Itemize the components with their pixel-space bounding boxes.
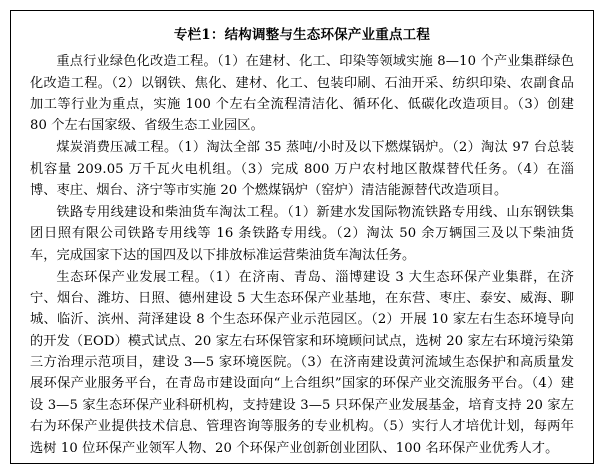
paragraph-1: 重点行业绿色化改造工程。（1）在建材、化工、印染等领域实施 8—10 个产业集群绿色化改造工程。（2）以钢铁、焦化、建材、化工、包装印刷、石油开采、纺织印染、农副食品加工等行业为重点，实施 100 个左右全流程清洁化、循环化、低碳化改造项目。（3）创建 80 个左右国家级、省级生态工业园区。: [30, 54, 574, 134]
paragraph-4: 生态环保产业发展工程。（1）在济南、青岛、淄博建设 3 大生态环保产业集群，在济宁、烟台、潍坊、日照、德州建设 5 大生态环保产业基地，在东营、枣庄、泰安、威海、聊城、临沂、滨州、菏泽建设 8 个生态环保产业示范园区。（2）开展 10 家左右生态环境导向的开发（EOD）模式试点、20 家左右环保管家和环境顾问试点，选树 20 家左右环境污染第三方治理示范项目，建设 3—5 家环境医院。（3）在济南建设黄河流域生态保护和高质量发展环保产业服务平台，在青岛市建设面向“上合组织”国家的环保产业交流服务平台。（4）建设 3—5 家生态环保产业科研机构，支持建设 3—5 只环保产业发展基金，培育支持 20 家左右为环保产业提供技术信息、管理咨询等服务的专业机构。（5）实行人才培优计划，每两年选树 10 位环保产业领军人物、20 个环保产业创新创业团队、100 名环保产业优秀人才。: [30, 269, 574, 456]
document-body: [16, 14, 588, 465]
page-title: 专栏1：结构调整与生态环保产业重点工程: [173, 27, 431, 43]
paragraph-3: 铁路专用线建设和柴油货车淘汰工程。（1）新建水发国际物流铁路专用线、山东钢铁集团日照有限公司铁路专用线等 16 条铁路专用线。（2）淘汰 50 余万辆国三及以下柴油货车，完成国家下达的国四及以下排放标准运营柴油货车淘汰任务。: [30, 204, 574, 263]
paragraph-2: 煤炭消费压减工程。（1）淘汰全部 35 蒸吨/小时及以下燃煤锅炉。（2）淘汰 97 台总装机容量 209.05 万千瓦火电机组。（3）完成 800 万户农村地区散煤替代任务。（4）在淄博、枣庄、烟台、济宁等市实施 20 个燃煤锅炉（窑炉）清洁能源替代改造项目。: [30, 140, 574, 198]
